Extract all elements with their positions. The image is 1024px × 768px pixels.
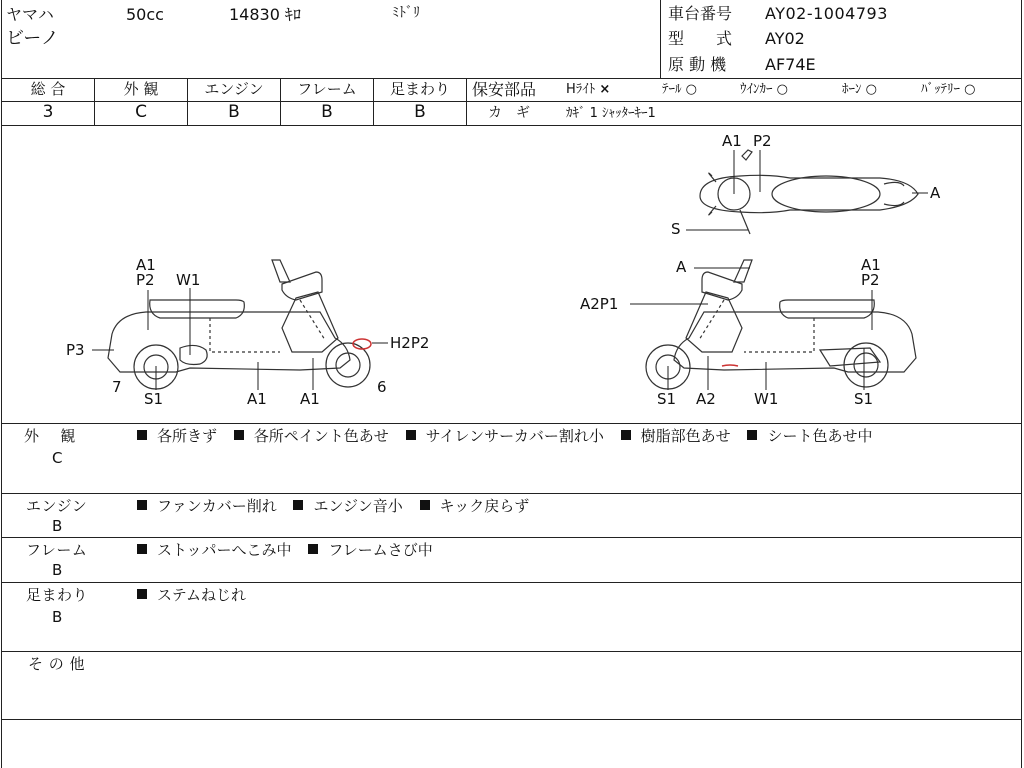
detail-suspension-item: ステムねじれ bbox=[137, 586, 246, 604]
scooter-top-view bbox=[700, 150, 918, 234]
bullet-icon bbox=[747, 430, 757, 440]
label-left-h2p2: H2P2 bbox=[390, 334, 430, 352]
detail-engine-item: キック戻らず bbox=[420, 497, 530, 515]
bullet-icon bbox=[234, 430, 244, 440]
label-top-a1: A1 bbox=[722, 132, 742, 150]
bullet-icon bbox=[137, 544, 147, 554]
detail-exterior-items bbox=[137, 429, 884, 444]
safety-item-tail: ﾃｰﾙ ○ bbox=[662, 82, 697, 97]
bullet-icon bbox=[137, 500, 147, 510]
detail-exterior-grade: C bbox=[52, 449, 63, 467]
bullet-icon bbox=[308, 544, 318, 554]
suspension-score: B bbox=[414, 102, 426, 122]
overall-score: 3 bbox=[42, 102, 54, 122]
detail-engine-label: エンジン bbox=[26, 497, 88, 515]
label-right-a1: A1 bbox=[861, 256, 881, 274]
detail-exterior-item: シート色あせ中 bbox=[747, 427, 872, 445]
engine-label: 原 動 機 bbox=[668, 55, 727, 74]
key-value: ｶｷﾞ 1 ｼｬｯﾀｰｷｰ1 bbox=[566, 106, 656, 121]
label-right-p2: P2 bbox=[861, 271, 880, 289]
detail-engine-items bbox=[137, 499, 541, 514]
displacement: 50cc bbox=[126, 5, 164, 24]
label-right-a2: A2 bbox=[696, 390, 716, 408]
bullet-icon bbox=[621, 430, 631, 440]
detail-suspension-items bbox=[137, 588, 258, 603]
label-left-a1: A1 bbox=[136, 256, 156, 274]
label-left-6: 6 bbox=[377, 378, 387, 396]
mileage: 14830 ｷﾛ bbox=[229, 5, 301, 24]
detail-exterior-item: サイレンサーカバー割れ小 bbox=[406, 427, 604, 445]
detail-exterior-item: 各所きず bbox=[137, 427, 217, 445]
detail-exterior-item: 樹脂部色あせ bbox=[621, 427, 731, 445]
red-mark-right bbox=[722, 365, 738, 366]
frame-score: B bbox=[321, 102, 333, 122]
safety-label: 保安部品 bbox=[472, 80, 537, 99]
type-label: 型 式 bbox=[668, 29, 733, 48]
label-right-s1-left: S1 bbox=[657, 390, 677, 408]
safety-item-battery: ﾊﾞｯﾃﾘｰ ○ bbox=[921, 82, 976, 97]
label-top-a: A bbox=[930, 184, 941, 202]
label-right-s1-right: S1 bbox=[854, 390, 874, 408]
exterior-score: C bbox=[135, 102, 147, 122]
frame-no: AY02-1004793 bbox=[765, 4, 888, 23]
detail-frame-items bbox=[137, 543, 445, 558]
detail-suspension-label: 足まわり bbox=[26, 586, 89, 604]
detail-other-label: そ の 他 bbox=[28, 655, 86, 673]
detail-engine-item: エンジン音小 bbox=[293, 497, 402, 515]
engine-value: AF74E bbox=[765, 55, 816, 74]
bullet-icon bbox=[137, 430, 147, 440]
label-right-w1: W1 bbox=[754, 390, 779, 408]
label-left-s1: S1 bbox=[144, 390, 164, 408]
label-left-p2: P2 bbox=[136, 271, 155, 289]
exterior-label: 外 観 bbox=[123, 80, 159, 98]
label-left-a1-mid: A1 bbox=[247, 390, 267, 408]
label-left-a1-right: A1 bbox=[300, 390, 320, 408]
maker: ヤマハ bbox=[6, 5, 54, 24]
label-top-p2: P2 bbox=[753, 132, 772, 150]
detail-frame-grade: B bbox=[52, 561, 63, 579]
safety-item-winker: ｳｲﾝｶｰ ○ bbox=[740, 82, 788, 97]
key-label: カ ギ bbox=[488, 105, 530, 121]
model-name: ビーノ bbox=[6, 28, 59, 49]
overall-label: 総 合 bbox=[30, 80, 66, 98]
detail-exterior-label: 外 観 bbox=[24, 427, 76, 445]
frame-no-label: 車台番号 bbox=[668, 4, 733, 23]
label-left-7: 7 bbox=[112, 378, 122, 396]
label-top-s: S bbox=[671, 220, 681, 238]
detail-suspension-grade: B bbox=[52, 608, 63, 626]
label-left-p3: P3 bbox=[66, 341, 85, 359]
detail-exterior-item: 各所ペイント色あせ bbox=[234, 427, 389, 445]
color: ﾐﾄﾞﾘ bbox=[392, 5, 420, 21]
type-value: AY02 bbox=[765, 29, 805, 48]
suspension-score-label: 足まわり bbox=[389, 80, 450, 98]
bullet-icon bbox=[137, 589, 147, 599]
safety-item-headlight: Hﾗｲﾄ × bbox=[566, 82, 611, 97]
engine-score: B bbox=[228, 102, 240, 122]
detail-frame-item: ストッパーへこみ中 bbox=[137, 541, 292, 559]
label-left-w1: W1 bbox=[176, 271, 201, 289]
safety-item-horn: ﾎｰﾝ ○ bbox=[842, 82, 877, 97]
detail-engine-item: ファンカバー削れ bbox=[137, 497, 277, 515]
label-right-a2p1: A2P1 bbox=[580, 295, 619, 313]
bullet-icon bbox=[293, 500, 303, 510]
label-right-a: A bbox=[676, 258, 687, 276]
detail-frame-label: フレーム bbox=[26, 541, 88, 559]
detail-engine-grade: B bbox=[52, 517, 63, 535]
bullet-icon bbox=[420, 500, 430, 510]
detail-frame-item: フレームさび中 bbox=[308, 541, 432, 559]
engine-score-label: エンジン bbox=[204, 80, 264, 98]
bullet-icon bbox=[406, 430, 416, 440]
frame-score-label: フレーム bbox=[297, 80, 357, 98]
